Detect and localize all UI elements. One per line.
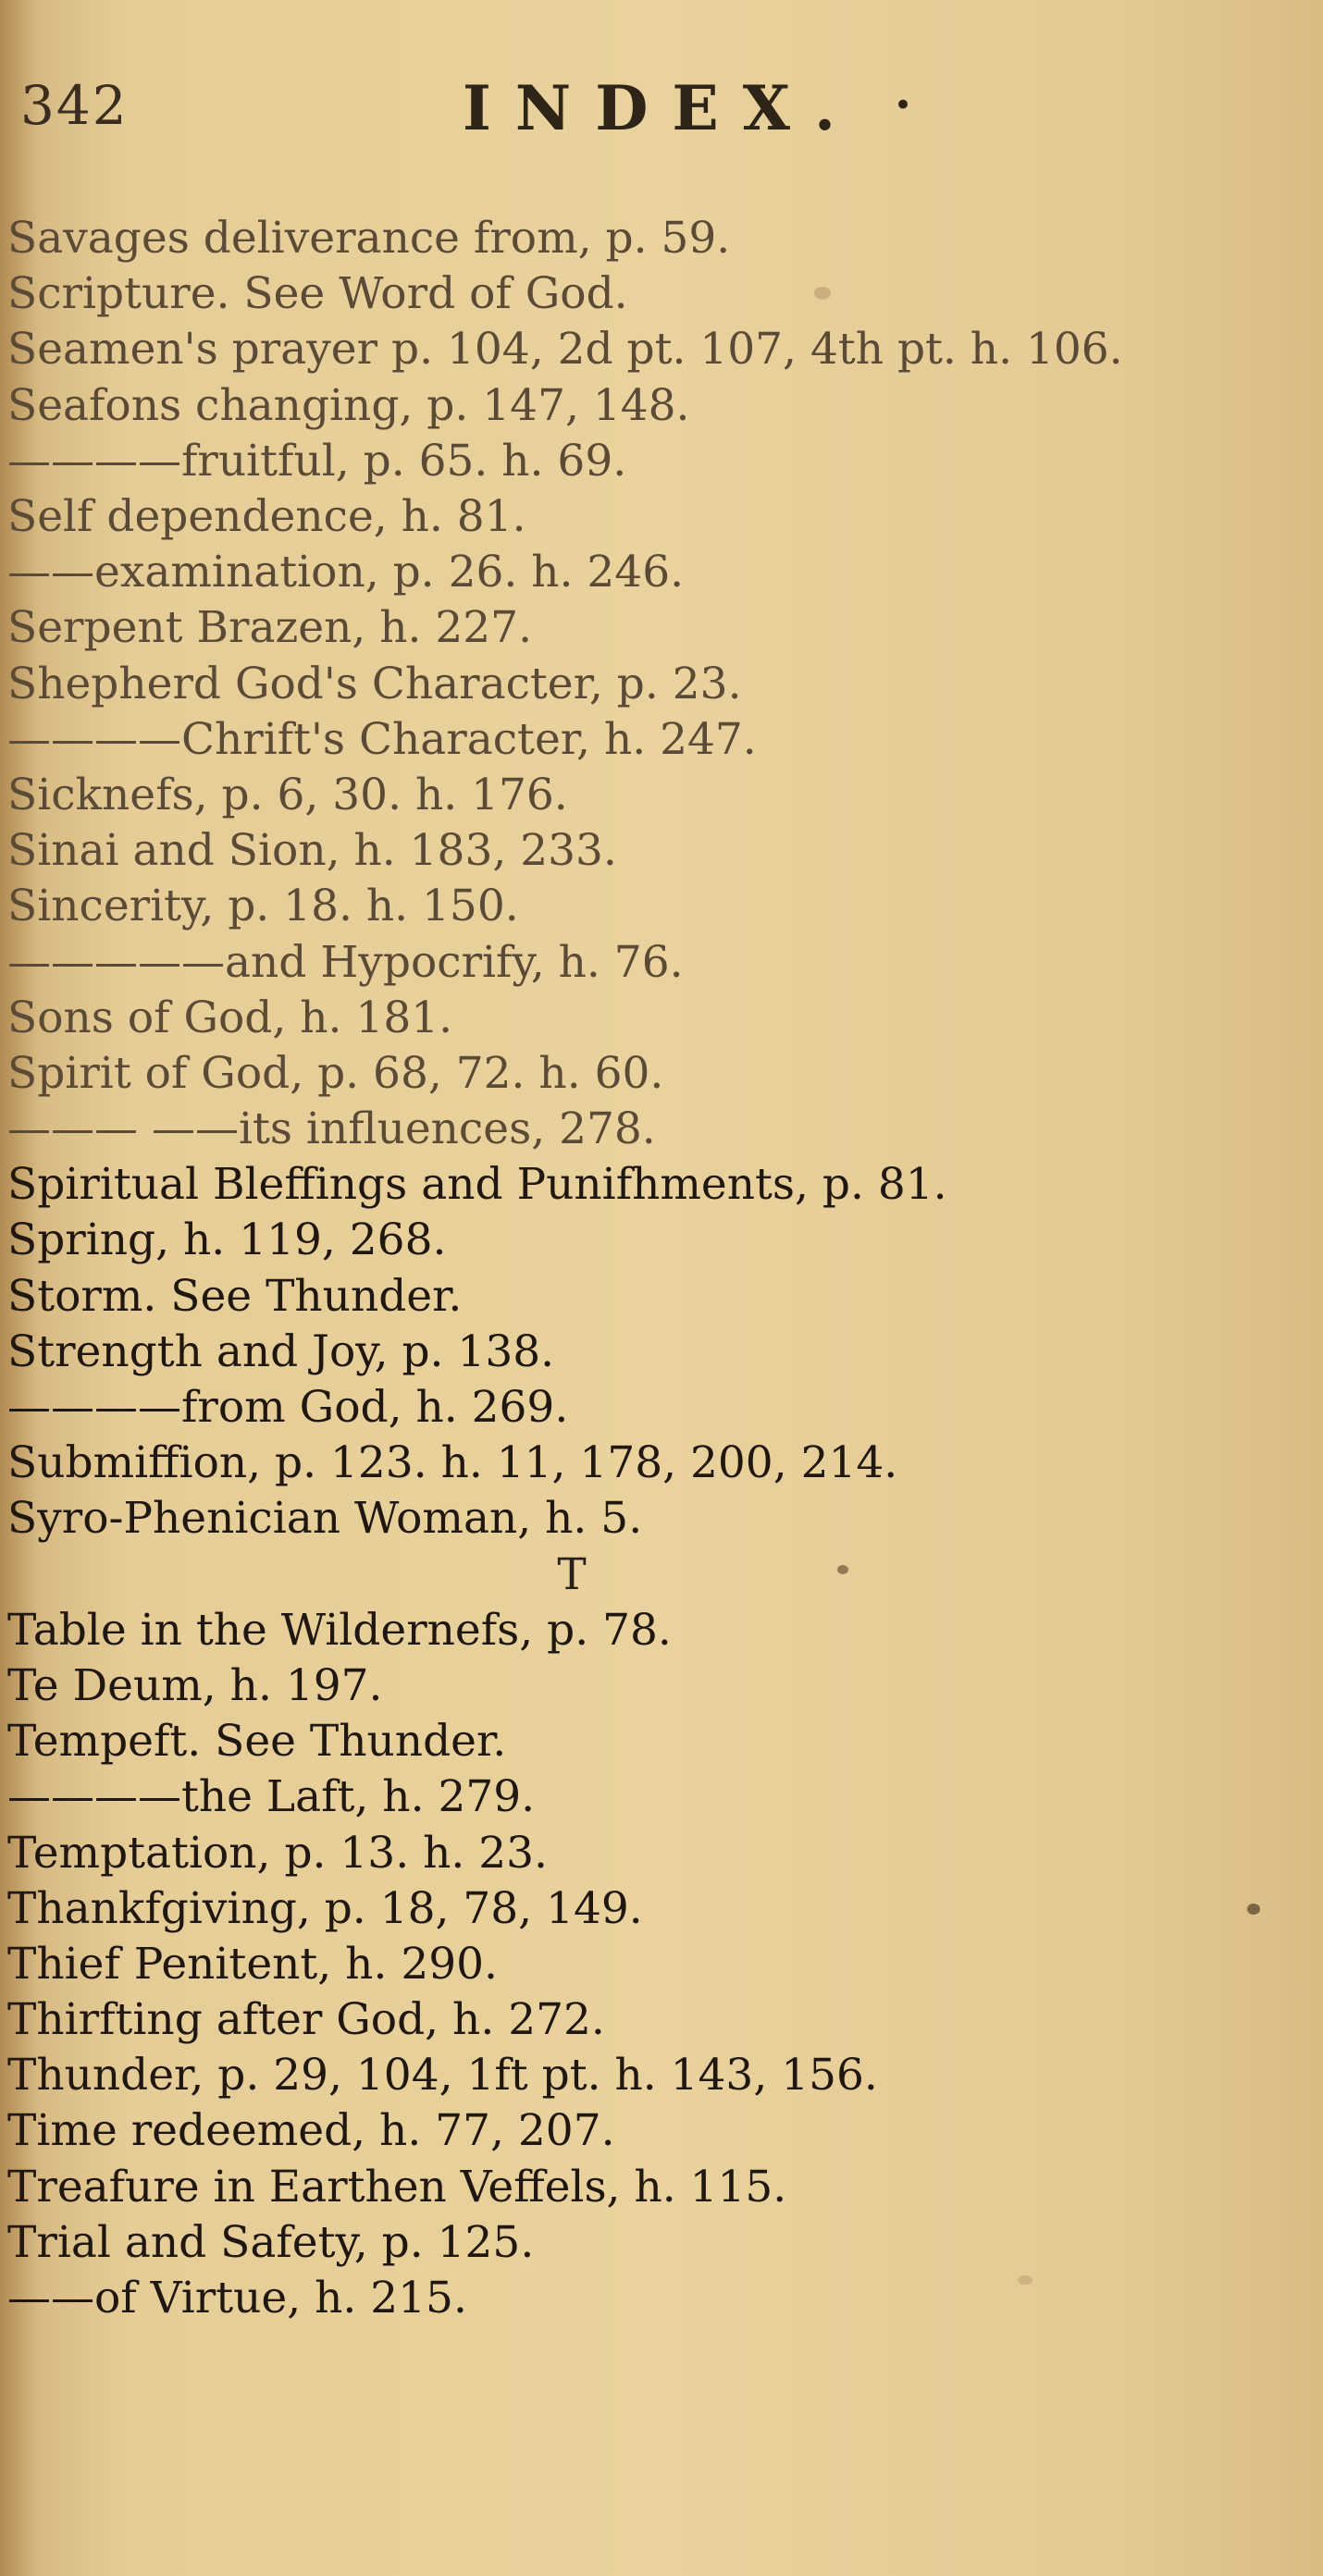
- index-entry: Shepherd God's Character, p. 23.: [7, 658, 742, 709]
- index-entry: Sinai and Sion, h. 183, 233.: [7, 825, 617, 877]
- index-entry: Thankfgiving, p. 18, 78, 149.: [7, 1882, 643, 1934]
- index-entry: —— examination, p. 26. h. 246.: [7, 547, 685, 598]
- index-entry: Time redeemed, h. 77, 207.: [7, 2105, 615, 2157]
- ornament-mark: •: [894, 87, 913, 124]
- index-entry: Spring, h. 119, 268.: [7, 1214, 447, 1266]
- index-entry: Sincerity, p. 18. h. 150.: [7, 881, 519, 932]
- index-entry: Trial and Safety, p. 125.: [7, 2216, 535, 2268]
- index-entry: ———— Chrift's Character, h. 247.: [7, 713, 757, 765]
- index-entry: Syro-Phenician Woman, h. 5.: [7, 1493, 643, 1545]
- index-entry: Thief Penitent, h. 290.: [7, 1938, 498, 1990]
- index-entry: ———— fruitful, p. 65. h. 69.: [7, 435, 627, 487]
- running-head: INDEX.: [463, 72, 859, 144]
- index-entry: Sicknefs, p. 6, 30. h. 176.: [7, 769, 568, 820]
- index-entry: Strength and Joy, p. 138.: [7, 1325, 555, 1377]
- index-entry: Self dependence, h. 81.: [7, 491, 526, 543]
- index-list: [7, 211, 1303, 2326]
- index-entry: Storm. See Thunder.: [7, 1270, 463, 1322]
- index-entry: Seamen's prayer p. 104, 2d pt. 107, 4th pt. h. 106.: [7, 324, 1123, 376]
- index-entry: Submiffion, p. 123. h. 11, 178, 200, 214.: [7, 1437, 898, 1489]
- page-number: 342: [20, 74, 129, 137]
- index-entry: Seafons changing, p. 147, 148.: [7, 379, 690, 431]
- index-entry: Tempeft. See Thunder.: [7, 1716, 507, 1768]
- index-entry: Table in the Wildernefs, p. 78.: [7, 1604, 672, 1656]
- index-entry: ——— —— its influences, 278.: [7, 1103, 656, 1155]
- section-letter-heading: T: [557, 1548, 587, 1600]
- index-entry: —— of Virtue, h. 215.: [7, 2273, 467, 2324]
- index-entry: Spirit of God, p. 68, 72. h. 60.: [7, 1047, 664, 1099]
- index-entry: Sons of God, h. 181.: [7, 992, 453, 1043]
- index-entry: Savages deliverance from, p. 59.: [7, 213, 731, 265]
- index-entry: ————— and Hypocrify, h. 76.: [7, 936, 684, 988]
- index-entry: Temptation, p. 13. h. 23.: [7, 1827, 548, 1879]
- index-entry: ———— from God, h. 269.: [7, 1382, 569, 1434]
- index-entry: Serpent Brazen, h. 227.: [7, 602, 533, 654]
- index-entry: Scripture. See Word of God.: [7, 268, 628, 320]
- index-entry: Treafure in Earthen Veffels, h. 115.: [7, 2161, 787, 2212]
- index-entry: Te Deum, h. 197.: [7, 1659, 383, 1711]
- index-entry: Spiritual Bleffings and Punifhments, p. 81.: [7, 1159, 947, 1211]
- index-entry: ———— the Laft, h. 279.: [7, 1771, 536, 1823]
- index-entry: Thirfting after God, h. 272.: [7, 1994, 605, 2046]
- index-entry: Thunder, p. 29, 104, 1ft pt. h. 143, 156.: [7, 2050, 878, 2101]
